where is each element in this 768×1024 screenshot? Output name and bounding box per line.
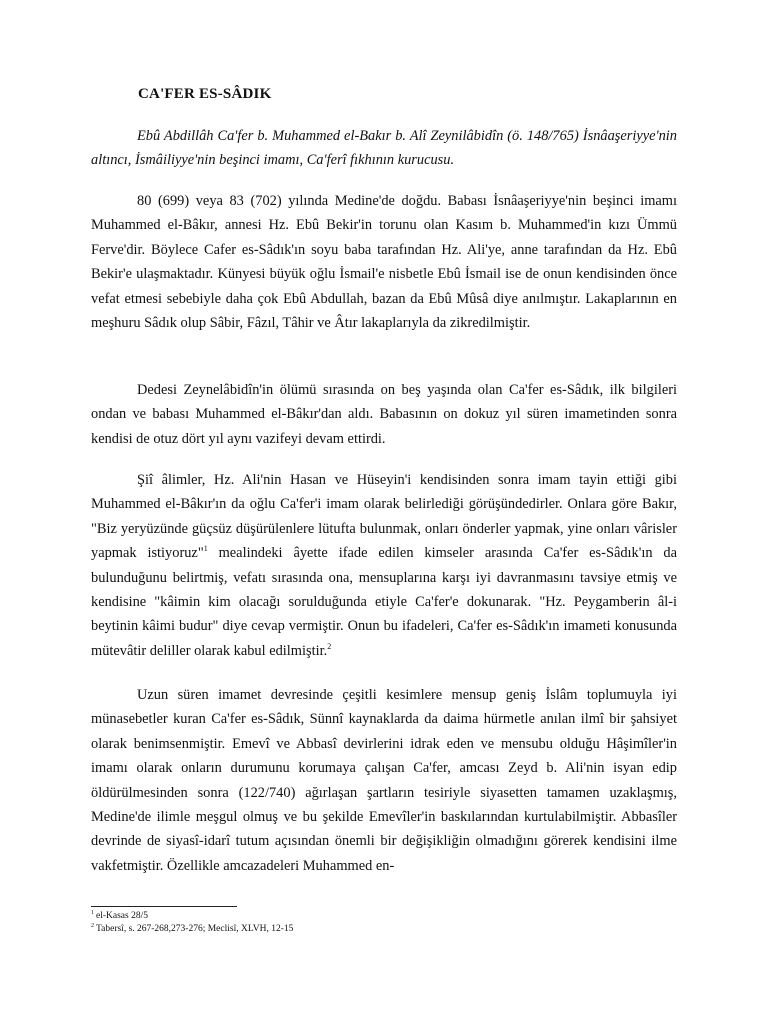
footnote-text: Tabersî, s. 267-268,273-276; Meclisî, XLVH, 12-15 <box>96 924 294 934</box>
document-title: CA'FER ES-SÂDIK <box>138 86 272 102</box>
paragraph-2: Dedesi Zeynelâbidîn'in ölümü sırasında on beş yaşında olan Ca'fer es-Sâdık, ilk bilgileri ondan ve babası Muhammed el-Bâkır'dan aldı. Babasının on dokuz yıl süren imametinden sonra kendisi de otuz dört yıl aynı vazifeyi devam ettirdi. <box>91 382 677 447</box>
footnote-number: 1 <box>91 910 94 916</box>
footnote-2 <box>91 923 677 936</box>
paragraph-1: 80 (699) veya 83 (702) yılında Medine'de doğdu. Babası İsnâaşeriyye'nin beşinci imamı Muhammed el-Bâkır, annesi Hz. Ebû Bekir'in torunu olan Kasım b. Muhammed'in kızı Ümmü Ferve'dir. Böylece Cafer es-Sâdık'ın soyu baba tarafından Hz. Ali'ye, anne tarafından da Hz. Ebû Bekir'e ulaşmaktadır. Künyesi büyük oğlu İsmail'e nisbetle Ebû İsmail ise de onun kendisinden önce vefat etmesi sebebiyle daha çok Ebû Abdullah, bazan da Ebû Mûsâ diye anılmıştır. Lakaplarının en meşhuru Sâdık olup Sâbir, Fâzıl, Tâhir ve Âtır lakaplarıyla da zikredilmiştir. <box>91 193 677 332</box>
intro-paragraph: Ebû Abdillâh Ca'fer b. Muhammed el-Bakır b. Alî Zeynilâbidîn (ö. 148/765) İsnâaşeriyye'nin altıncı, İsmâiliyye'nin beşinci imamı, Ca'ferî fıkhının kurucusu. <box>91 128 677 169</box>
footnote-ref-2[interactable]: 2 <box>327 641 332 651</box>
footnote-1 <box>91 910 677 923</box>
footnote-ref-1[interactable]: 1 <box>203 544 208 554</box>
paragraph-3-part-a: Şiî âlimler, Hz. Ali'nin Hasan ve Hüseyin'i kendisinden sonra imam tayin ettiği gibi Muhammed el-Bâkır'ın da oğlu Ca'fer'i imam olarak belirlediği görüşündedirler. Onlara göre Bakır, "Biz yeryüzünde güçsüz düşürülenlere lütufta bulunmak, onları önderler yapmak, yine onları vârisler yapmak istiyoruz" <box>91 472 677 562</box>
paragraph-education <box>91 378 677 467</box>
footnote-text: el-Kasas 28/5 <box>96 911 148 921</box>
paragraph-3-part-b: mealindeki âyette ifade edilen kimseler arasında Ca'fer es-Sâdık'ın da bulunduğunu belirtmiş, vefatı sırasında ona, mensuplarına karşı iyi davranmasını tavsiye etmiş ve kendisine "kâimin kim olacağı sorulduğunda etiyle Ca'fer'e dokunarak. "Hz. Peygamberin âl-i beytinin kâimi budur" diye cevap vermiştir. Onun bu ifadeleri, Ca'fer es-Sâdık'ın imameti konusunda mütevâtir deliller olarak kabul edilmiştir. <box>91 545 677 659</box>
paragraph-imamate <box>91 468 677 679</box>
paragraph-4: Uzun süren imamet devresinde çeşitli kesimlere mensup geniş İslâm toplumuyla iyi münasebetler kuran Ca'fer es-Sâdık, Sünnî kaynaklarda da daima hürmetle anılan ilmî bir şahsiyet olarak benimsenmiştir. Emevî ve Abbasî devirlerini idrak eden ve mensubu olduğu Hâşimîler'in imamı olarak onların durumunu korumaya çalışan Ca'fer, amcası Zeyd b. Ali'nin isyan edip öldürülmesinden sonra (122/740) ağırlaşan şartların tesiriyle siyasetten tamamen uzaklaşmış, Medine'de ilimle meşgul olmuş ve bu şekilde Emevîler'in baskılarından kurtulabilmiştir. Abbasîler devrinde de siyasî-idarî tutum açısından önemli bir değişikliğin olmadığını görerek kendisini ilme vakfetmiştir. Özellikle amcazadeleri Muhammed en- <box>91 687 677 874</box>
body-text <box>91 124 677 189</box>
footnote-number: 2 <box>91 923 94 929</box>
footnote-divider <box>91 906 237 907</box>
paragraph-relations <box>91 683 677 894</box>
paragraph-birth <box>91 189 677 351</box>
footnotes <box>91 910 677 936</box>
paragraph-3 <box>91 468 677 663</box>
